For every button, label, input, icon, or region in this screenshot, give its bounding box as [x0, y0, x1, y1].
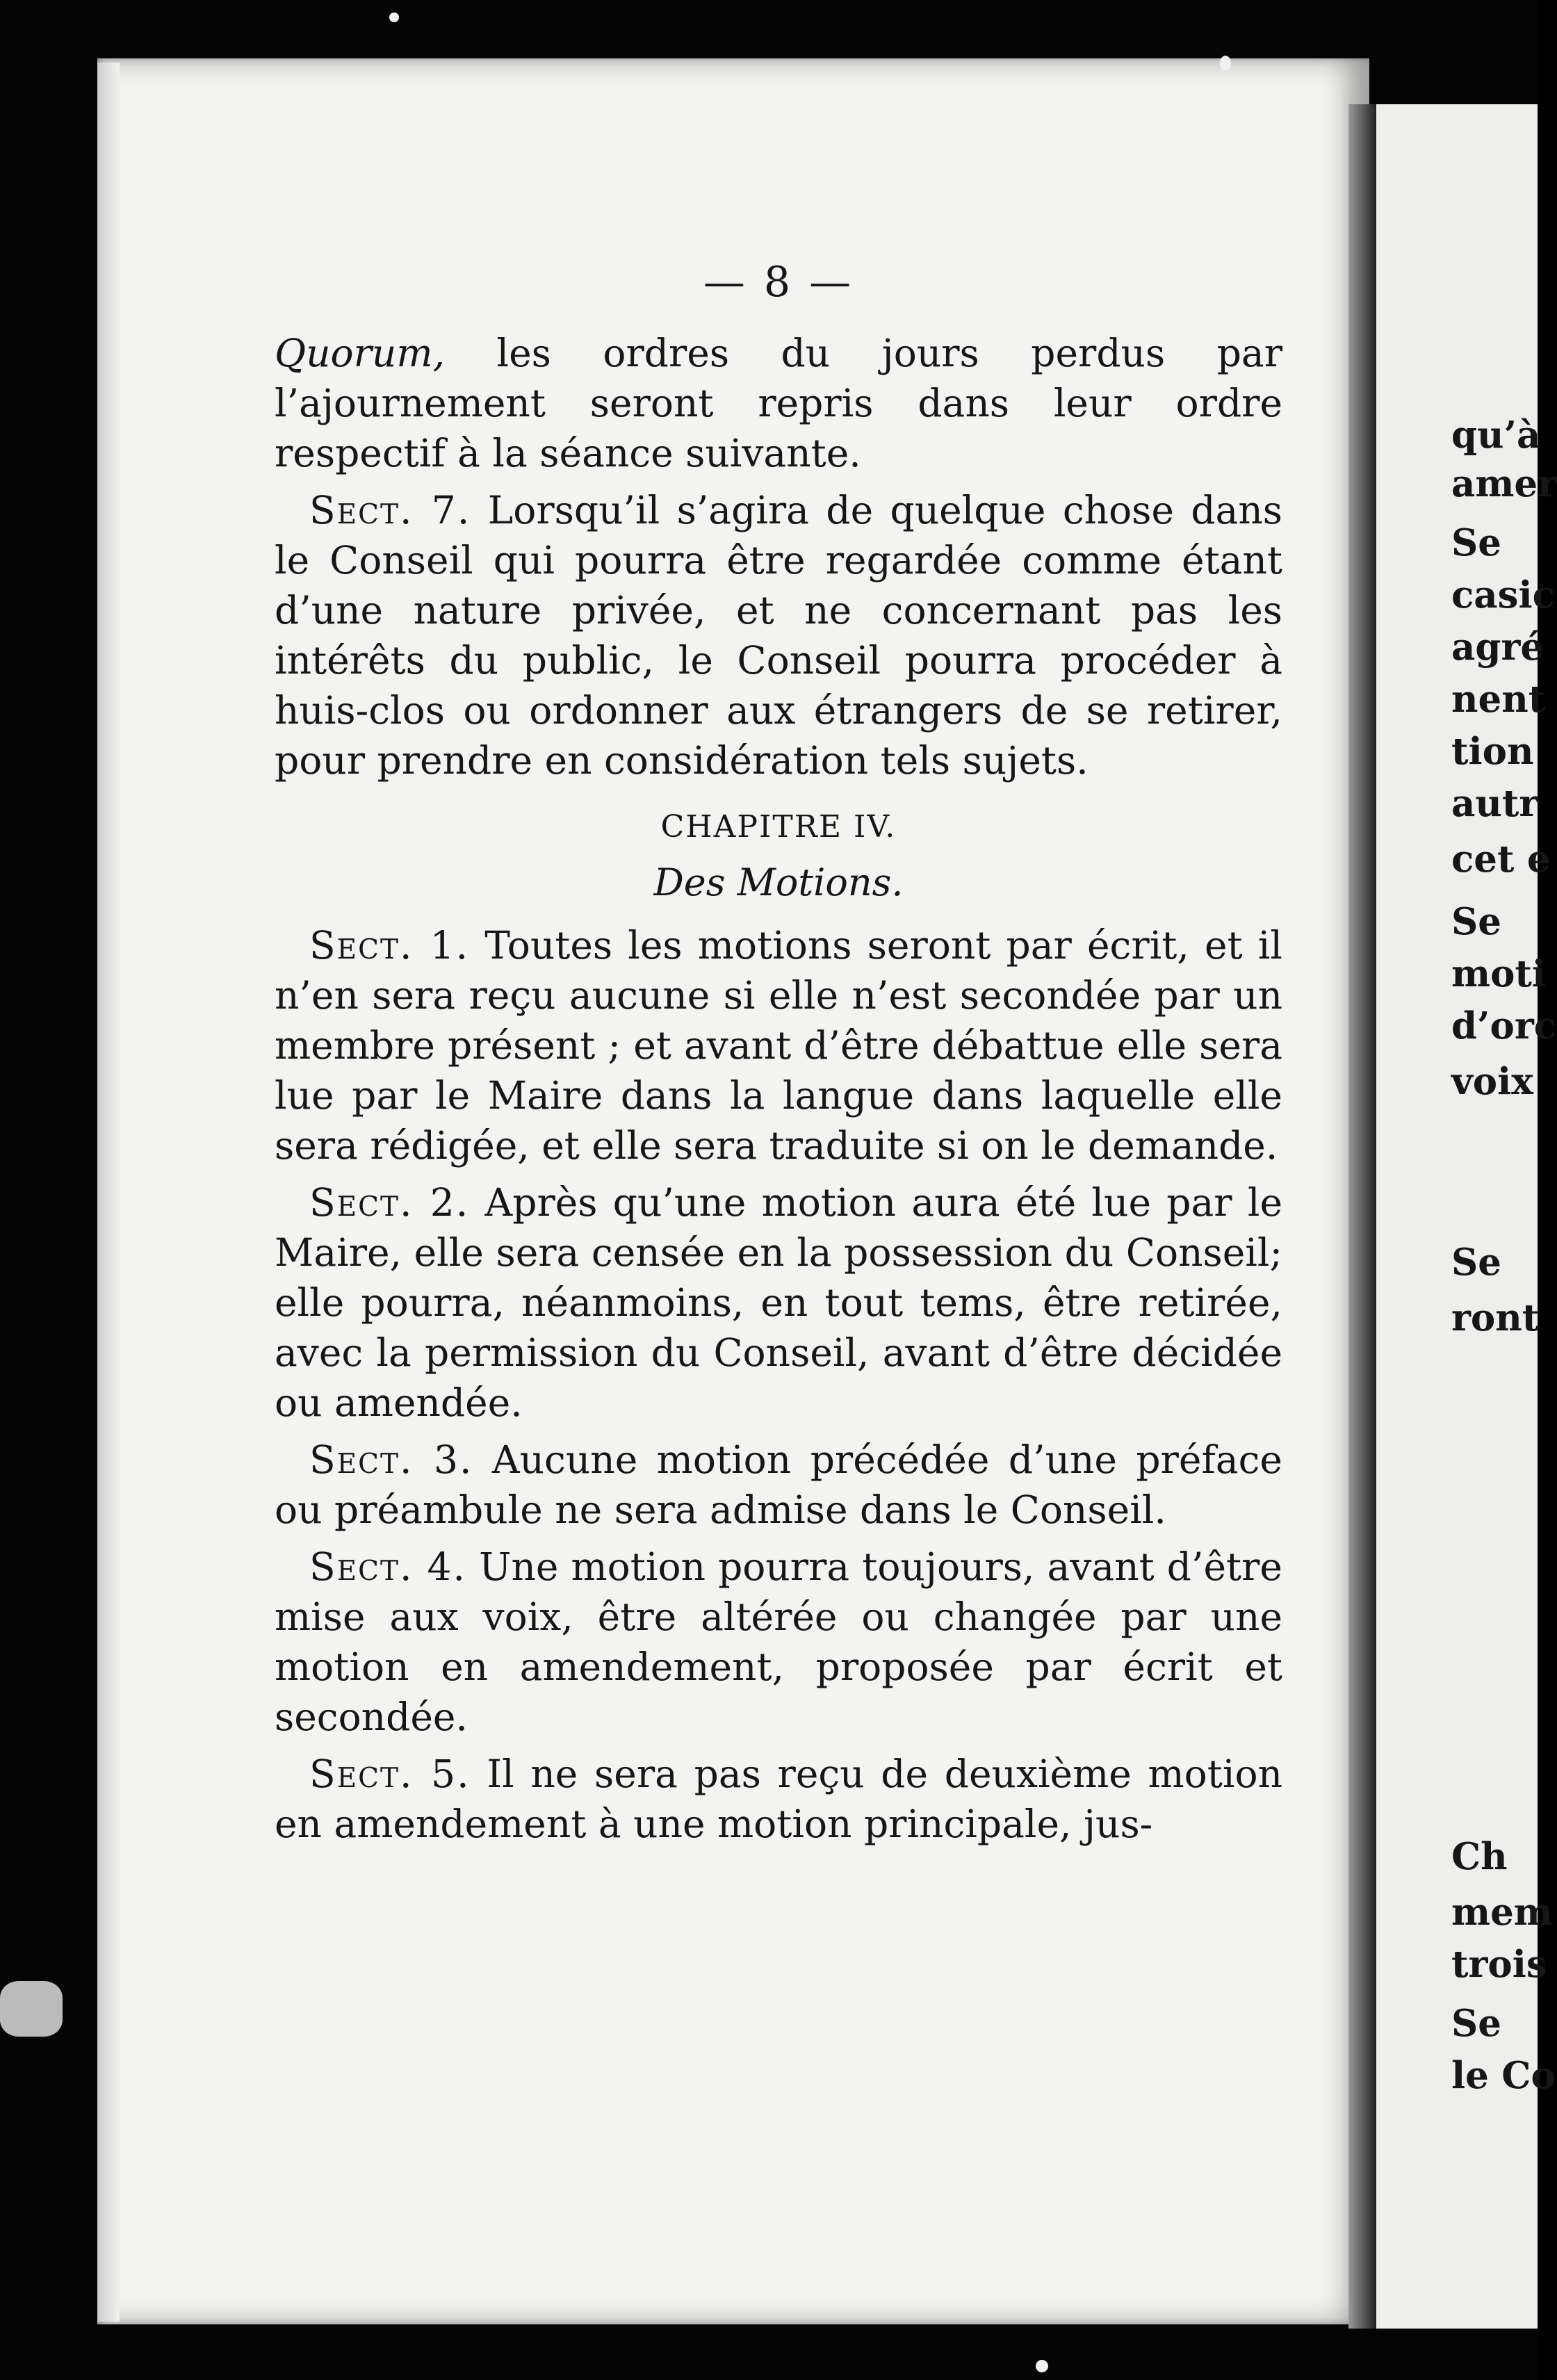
section-1	[275, 920, 1282, 1171]
right-fragment: mem	[1451, 1891, 1553, 1934]
section-label: Sect. 1.	[309, 923, 470, 968]
section-text: Toutes les motions seront par écrit, et il n’en sera reçu aucune si elle n’est secondée par un membre présent ; et avant d’être débattue elle sera lue par le Maire dans la langue dans laquelle elle sera rédigée, et elle sera traduite si on le demande.	[275, 923, 1282, 1168]
right-fragment: casic	[1451, 573, 1555, 617]
section-label: Sect. 4.	[309, 1544, 467, 1589]
chapter-subtitle: Des Motions.	[653, 861, 904, 904]
paragraph-quorum	[275, 328, 1282, 478]
right-fragment: trois	[1451, 1943, 1547, 1986]
right-fragment: voix	[1451, 1060, 1533, 1103]
right-fragment: d’orc	[1451, 1004, 1557, 1048]
right-fragment: Se	[1451, 900, 1501, 943]
section-4	[275, 1542, 1282, 1742]
right-fragment: nent	[1451, 678, 1546, 721]
section-2	[275, 1177, 1282, 1428]
right-fragment: tion	[1451, 730, 1534, 773]
section-text: Après qu’une motion aura été lue par le Maire, elle sera censée en la possession du Conseil; elle pourra, néanmoins, en tout tems, être retirée, avec la permission du Conseil, avant d’être décidée ou amendée.	[275, 1180, 1282, 1425]
section-label: Sect. 3.	[309, 1437, 473, 1482]
scan-speck	[1220, 56, 1231, 71]
right-fragment: Se	[1451, 521, 1501, 564]
paragraph-sect-7	[275, 485, 1282, 785]
right-fragment: cet e	[1451, 838, 1551, 881]
right-fragment: moti	[1451, 952, 1547, 995]
right-fragment: qu’à	[1451, 414, 1541, 457]
section-3	[275, 1435, 1282, 1535]
page-number: — 8 —	[703, 258, 854, 307]
section-5	[275, 1749, 1282, 1849]
section-label: Sect. 7.	[309, 488, 471, 532]
paragraph-text: les ordres du jours perdus par l’ajournement seront repris dans leur ordre respectif à la séance suivante.	[275, 331, 1282, 475]
quorum-word: Quorum,	[275, 331, 445, 375]
right-fragment: agré	[1451, 626, 1544, 669]
right-fragment: le Co	[1451, 2054, 1556, 2097]
right-fragment: Se	[1451, 2002, 1501, 2045]
page-left-edge	[97, 63, 120, 2322]
section-label: Sect. 5.	[309, 1752, 471, 1796]
scan-speck	[389, 13, 399, 22]
scan-speck	[1036, 2360, 1048, 2372]
page-text	[275, 257, 1282, 1856]
section-text: Il ne sera pas reçu de deuxième motion en amendement à une motion principale, jus-	[275, 1752, 1282, 1846]
book-gutter	[1348, 104, 1376, 2329]
right-fragment: amer	[1451, 462, 1557, 505]
right-fragment: autr	[1451, 782, 1539, 825]
right-fragment: ront	[1451, 1296, 1540, 1339]
section-label: Sect. 2.	[309, 1180, 470, 1225]
paragraph-text: Lorsqu’il s’agira de quelque chose dans le Conseil qui pourra être regardée comme étant d’une nature privée, et ne concernant pas les intérêts du public, le Conseil pourra procéder à huis-clos ou ordonner aux étrangers de se retirer, pour prendre en considération tels sujets.	[275, 488, 1282, 783]
right-fragment: Ch	[1451, 1835, 1508, 1878]
scan-speck	[0, 1981, 63, 2037]
right-fragment: Se	[1451, 1241, 1501, 1284]
section-text: Aucune motion précédée d’une préface ou préambule ne sera admise dans le Conseil.	[275, 1437, 1282, 1532]
chapter-title: CHAPITRE IV.	[660, 809, 897, 845]
section-text: Une motion pourra toujours, avant d’être mise aux voix, être altérée ou changée par une motion en amendement, proposée par écrit et secondée.	[275, 1544, 1282, 1739]
